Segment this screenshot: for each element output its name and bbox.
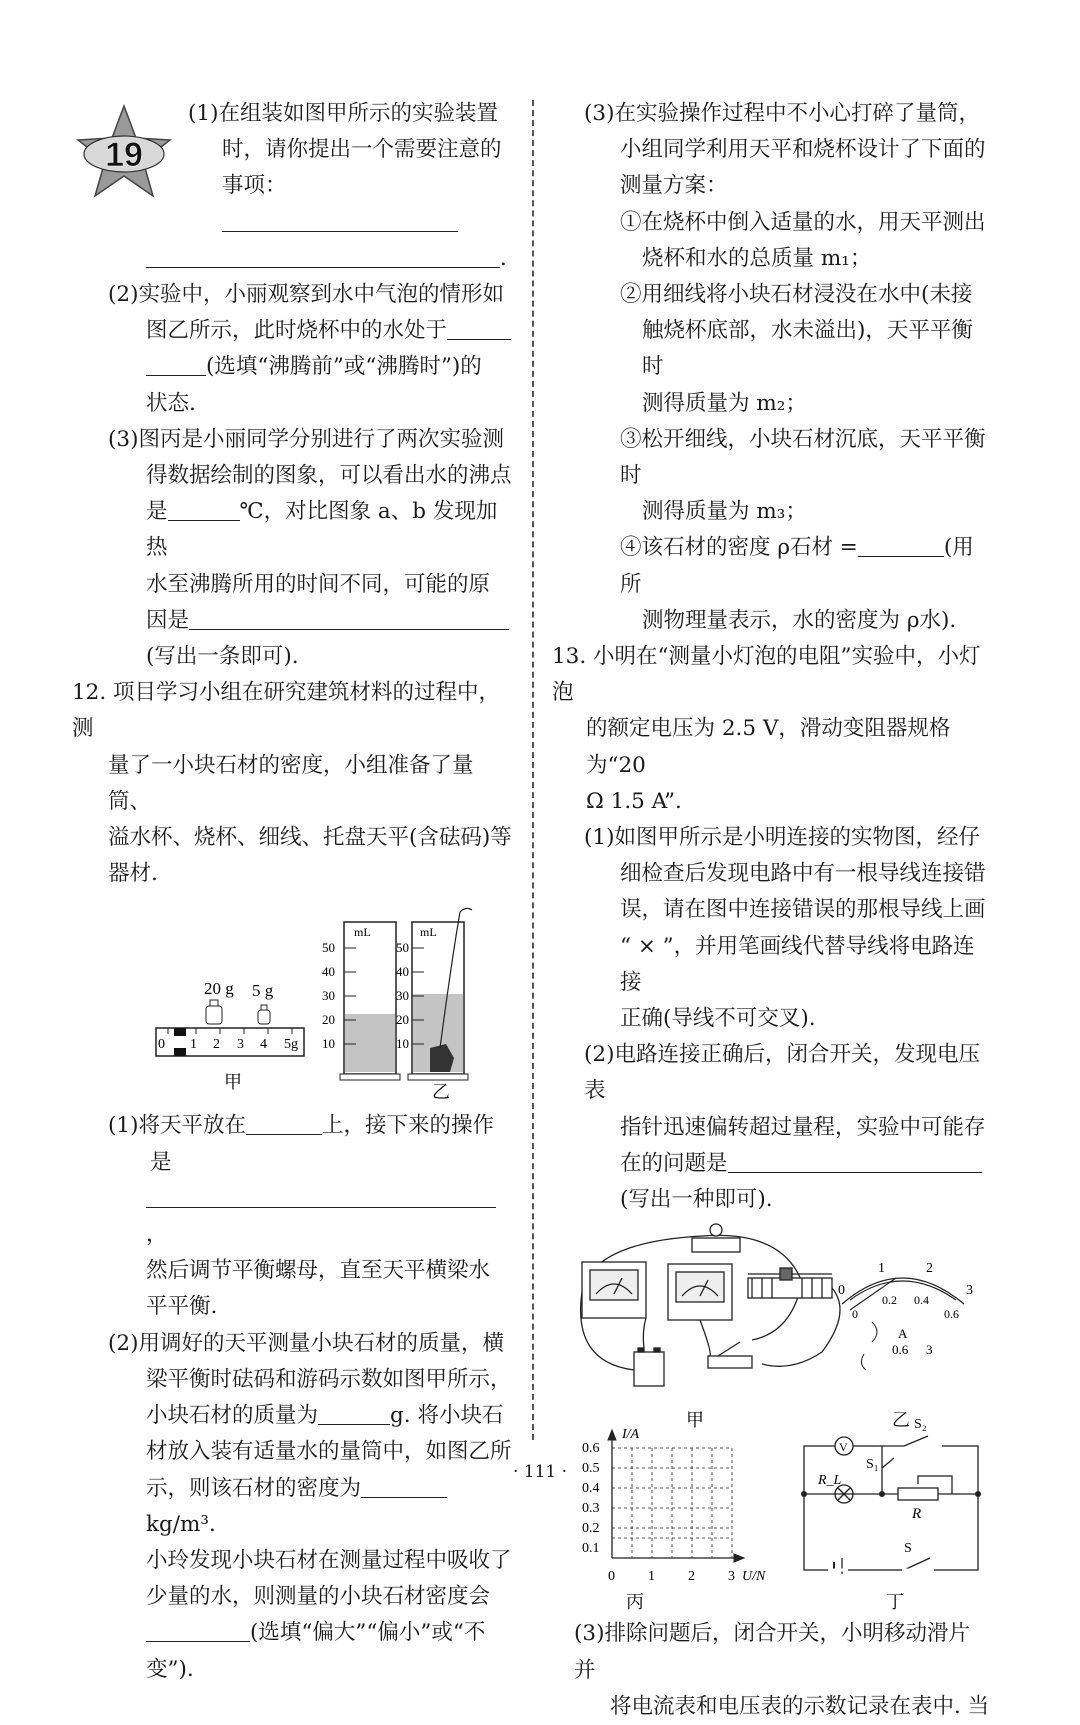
weight-20g-icon <box>206 1006 222 1024</box>
step1-line-a: ①在烧杯中倒入适量的水，用天平测出 <box>620 209 986 235</box>
svg-text:A: A <box>898 1326 908 1342</box>
figure-label-jia: 甲 <box>686 1410 704 1431</box>
circuit-diagram-ding <box>804 1436 978 1574</box>
svg-text:40: 40 <box>322 964 335 980</box>
battery-device <box>634 1352 664 1386</box>
svg-text:30: 30 <box>396 988 409 1004</box>
q12-2-line-i: 变”). <box>146 1656 194 1682</box>
svg-text:10: 10 <box>396 1036 409 1052</box>
scale-label-3: 3 <box>237 1037 244 1053</box>
step2-line-c: 测得质量为 m₂； <box>642 390 807 416</box>
step3-line-a: ③松开细线，小块石材沉底，天平平衡时 <box>620 426 986 489</box>
q13-2-line-d: (写出一种即可). <box>620 1187 773 1213</box>
svg-text:0.6: 0.6 <box>582 1441 600 1457</box>
page-number: · 111 · <box>512 1462 568 1482</box>
measuring-cylinder-2 <box>396 909 472 1081</box>
svg-text:0: 0 <box>608 1569 615 1585</box>
q12-2-line-g: 少量的水，则测量的小块石材密度会 <box>146 1584 491 1610</box>
svg-text:0.6: 0.6 <box>944 1307 959 1322</box>
q13-line-c: Ω 1.5 A”. <box>586 788 682 814</box>
column-divider <box>532 100 534 1440</box>
q11-2-line-c: (选填“沸腾前”或“沸腾时”)的 <box>206 354 482 380</box>
svg-text:0.2: 0.2 <box>882 1293 897 1308</box>
q13-line-b: 的额定电压为 2.5 V，滑动变阻器规格为“20 <box>586 716 951 778</box>
q11-3-line-c1: 是 <box>146 499 168 525</box>
svg-text:0.4: 0.4 <box>582 1481 600 1497</box>
q12-2-line-c2: g. 将小块石 <box>390 1403 504 1429</box>
answer-blank[interactable] <box>146 1185 496 1208</box>
q11-3-line-d: 水至沸腾所用的时间不同，可能的原 <box>146 571 491 597</box>
svg-text:30: 30 <box>322 988 335 1004</box>
q13-2-line-c: 在的问题是 <box>620 1150 728 1176</box>
svg-text:20: 20 <box>396 1012 409 1028</box>
rheostat-device <box>748 1278 832 1298</box>
svg-text:3: 3 <box>728 1569 735 1585</box>
figure-label-jia: 甲 <box>224 1072 242 1093</box>
q13-2-line-a: (2)电路连接正确后，闭合开关，发现电压表 <box>584 1042 980 1104</box>
svg-text:40: 40 <box>396 964 409 980</box>
graph-ylabel: I/A <box>622 1427 640 1443</box>
circuit-figures <box>552 1222 990 1612</box>
answer-blank[interactable] <box>447 318 511 341</box>
weight-5g-label: 5 g <box>252 981 274 1001</box>
svg-text:0.2: 0.2 <box>582 1521 600 1537</box>
physical-circuit-jia <box>581 1224 840 1386</box>
q11-2-line-b: 图乙所示，此时烧杯中的水处于 <box>146 318 448 344</box>
q13-1-line-e: 正确(导线不可交叉). <box>620 1006 816 1032</box>
svg-text:3: 3 <box>926 1342 933 1358</box>
svg-text:0: 0 <box>852 1307 858 1322</box>
q12-line-b: 量了一小块石材的密度，小组准备了量筒、 <box>108 752 474 814</box>
q12-2-line-d: 材放入装有适量水的量筒中，如图乙所 <box>146 1439 512 1465</box>
q12-2-line-e2: kg/m³. <box>146 1511 216 1537</box>
q11-3-line-e: 因是 <box>146 607 190 633</box>
q12-2-line-h: (选填“偏大”“偏小”或“不 <box>250 1620 486 1646</box>
step4-line-b: 测物理量表示，水的密度为 ρ水). <box>642 607 957 633</box>
answer-blank[interactable] <box>318 1403 390 1426</box>
q12-1-line-d: 然后调节平衡螺母，直至天平横梁水 <box>146 1258 491 1284</box>
q11-1-line-b: 时，请你提出一个需要注意的 <box>222 137 502 163</box>
svg-text:2: 2 <box>688 1569 695 1585</box>
scale-label-1: 1 <box>190 1037 197 1053</box>
balance-and-cylinder-figure <box>100 898 512 1104</box>
q11-2-line-a: (2)实验中，小丽观察到水中气泡的情形如 <box>108 282 504 308</box>
q11-1-line-c: 事项： <box>222 173 287 199</box>
svg-text:10: 10 <box>322 1036 335 1052</box>
svg-text:0: 0 <box>838 1283 845 1299</box>
q11-2-line-d: 状态. <box>146 390 196 416</box>
circuit-label-S1: S₁ <box>866 1457 879 1473</box>
q12-2-line-e1: 示，则该石材的密度为 <box>146 1475 362 1501</box>
circuit-label-RL: R_L <box>818 1473 842 1489</box>
q12-1-line-c: ， <box>146 1222 168 1248</box>
answer-blank[interactable] <box>858 535 944 558</box>
step2-line-a: ②用细线将小块石材浸没在水中(未接 <box>620 282 973 308</box>
q12-1-line-b: 上，接下来的操作是 <box>150 1113 494 1175</box>
q13-1-line-a: (1)如图甲所示是小明连接的实物图，经仔 <box>584 825 980 851</box>
step4-line-a1: ④该石材的密度 ρ石材 = <box>620 535 858 561</box>
q12-1-line-e: 平平衡. <box>146 1294 218 1320</box>
answer-blank[interactable] <box>246 1113 322 1136</box>
svg-text:1: 1 <box>648 1569 655 1585</box>
svg-text:50: 50 <box>396 940 409 956</box>
weight-5g-icon <box>258 1010 270 1024</box>
scale-label-5: 5g <box>284 1037 298 1053</box>
figure-label-ding: 丁 <box>886 1592 904 1613</box>
step1-line-b: 烧杯和水的总质量 m₁； <box>642 245 872 271</box>
q12-line-d: 器材. <box>108 861 158 887</box>
figure-label-yi: 乙 <box>892 1410 910 1431</box>
left-column: (1)在组装如图甲所示的实验装置 时，请你提出一个需要注意的 事项： . (2)实验中，小丽观察到水中气泡的情形如 图乙所示，此时烧杯中的水处于 (选填“沸腾前”或“沸腾时”)的 状态. (3)图丙是小丽同学分别进行了两次实验测 得数据绘制的图象，可以看出水的沸点 是 ℃，对比图象 a、b 发现加热 水至沸腾所用的时间不同，可能的原 因是 (写出一条即可). 12. 项目学习小组在研究建筑材料的过程中，测 量了一小块石材的密度，小组准备了量筒、 溢水杯、烧杯、细线、托盘天平(含砝码)等 器材. 20 g 5 g 0 1 2 3 4 5g 甲 mL 50 40 30 20 10 mL 50 40 30 20 10 乙 (1)将天平放在 上，接下来的操作是 ， 然后调节平衡螺母，直至天平横梁水 平平衡. (2)用调好的天平测量小块石材的质量，横 梁平衡时砝码和游码示数如图甲所示， 小块石材的质量为 g. 将小块石 材放入装有适量水的量筒中，如图乙所 示，则该石材的密度为kg/m³. 小玲发现小块石材在测量过程中吸收了 少量的水，则测量的小块石材密度会 (选填“偏大”“偏小”或“不 变”). <box>100 96 512 1688</box>
answer-blank[interactable] <box>168 499 240 522</box>
svg-text:mL: mL <box>354 925 371 940</box>
q12-2-line-a: (2)用调好的天平测量小块石材的质量，横 <box>108 1330 504 1356</box>
circuit-label-S2: S₂ <box>914 1417 927 1433</box>
svg-text:0.3: 0.3 <box>582 1501 600 1517</box>
q12-2-line-b: 梁平衡时砝码和游码示数如图甲所示， <box>146 1366 512 1392</box>
q12-2-line-c1: 小块石材的质量为 <box>146 1403 319 1429</box>
svg-text:0.1: 0.1 <box>582 1541 600 1557</box>
figure-label-bing: 丙 <box>626 1592 644 1613</box>
scale-label-0: 0 <box>158 1037 165 1053</box>
graph-xlabel: U/N <box>742 1569 766 1585</box>
svg-text:0.6: 0.6 <box>892 1342 909 1358</box>
q11-3-line-c2: ℃，对比图象 a、b 发现加热 <box>146 499 498 561</box>
step2-line-b: 触烧杯底部，水未溢出)，天平平衡时 <box>642 318 973 380</box>
circuit-label-R: R <box>912 1506 922 1523</box>
q11-1-line-a: (1)在组装如图甲所示的实验装置 <box>188 101 498 126</box>
svg-text:mL: mL <box>420 925 437 940</box>
ammeter-dial-yi <box>842 1278 964 1310</box>
answer-blank[interactable] <box>146 354 206 377</box>
svg-text:2: 2 <box>926 1261 933 1277</box>
scale-label-4: 4 <box>260 1037 267 1053</box>
q12-3-line-b: 小组同学利用天平和烧杯设计了下面的 <box>620 137 986 163</box>
svg-text:1: 1 <box>878 1261 885 1277</box>
q12-1-line-a: (1)将天平放在 <box>108 1113 246 1139</box>
q12-3-line-a: (3)在实验操作过程中不小心打碎了量筒， <box>584 101 980 126</box>
iu-graph-bing <box>608 1430 744 1562</box>
weight-20g-label: 20 g <box>204 979 234 999</box>
svg-text:0.5: 0.5 <box>582 1461 600 1477</box>
svg-text:50: 50 <box>322 940 335 956</box>
badge-number: 19 <box>105 136 143 174</box>
q13-1-line-d: “ × ”，并用笔画线代替导线将电路连接 <box>620 933 975 995</box>
q13-3-line-a: (3)排除问题后，闭合开关，小明移动滑片并 <box>574 1621 970 1683</box>
svg-text:0.4: 0.4 <box>914 1293 929 1308</box>
q11-3-line-f: (写出一条即可). <box>146 644 299 670</box>
answer-blank[interactable] <box>146 245 500 268</box>
circuit-label-S: S <box>904 1541 912 1557</box>
q11-3-line-b: 得数据绘制的图象，可以看出水的沸点 <box>146 463 512 489</box>
q12-line-a: 12. 项目学习小组在研究建筑材料的过程中，测 <box>72 680 501 742</box>
q12-line-c: 溢水杯、烧杯、细线、托盘天平(含砝码)等 <box>108 825 512 851</box>
q13-1-line-c: 误，请在图中连接错误的那根导线上画 <box>620 897 986 923</box>
q12-2-line-f: 小玲发现小块石材在测量过程中吸收了 <box>146 1547 512 1573</box>
q13-2-line-b: 指针迅速偏转超过量程，实验中可能存 <box>620 1114 986 1140</box>
q13-3-line-b: 将电流表和电压表的示数记录在表中. 当 <box>610 1693 990 1719</box>
svg-text:20: 20 <box>322 1012 335 1028</box>
q13-1-line-b: 细检查后发现电路中有一根导线连接错 <box>620 861 986 887</box>
answer-blank[interactable] <box>222 209 458 232</box>
measuring-cylinder-1 <box>322 922 400 1080</box>
scale-label-2: 2 <box>213 1037 220 1053</box>
step4-line-a2: (用所 <box>620 535 974 597</box>
answer-blank[interactable] <box>146 1620 250 1643</box>
q13-line-a: 13. 小明在“测量小灯泡的电阻”实验中，小灯泡 <box>552 644 981 706</box>
step3-line-b: 测得质量为 m₃； <box>642 499 807 525</box>
answer-blank[interactable] <box>728 1150 982 1173</box>
circuit-label-V: V <box>839 1440 848 1455</box>
switch-device <box>708 1356 752 1368</box>
q12-3-line-c: 测量方案： <box>620 173 728 199</box>
q11-3-line-a: (3)图丙是小丽同学分别进行了两次实验测 <box>108 426 504 452</box>
figure-label-yi: 乙 <box>432 1082 450 1103</box>
svg-text:3: 3 <box>966 1283 973 1299</box>
answer-blank[interactable] <box>189 607 509 630</box>
